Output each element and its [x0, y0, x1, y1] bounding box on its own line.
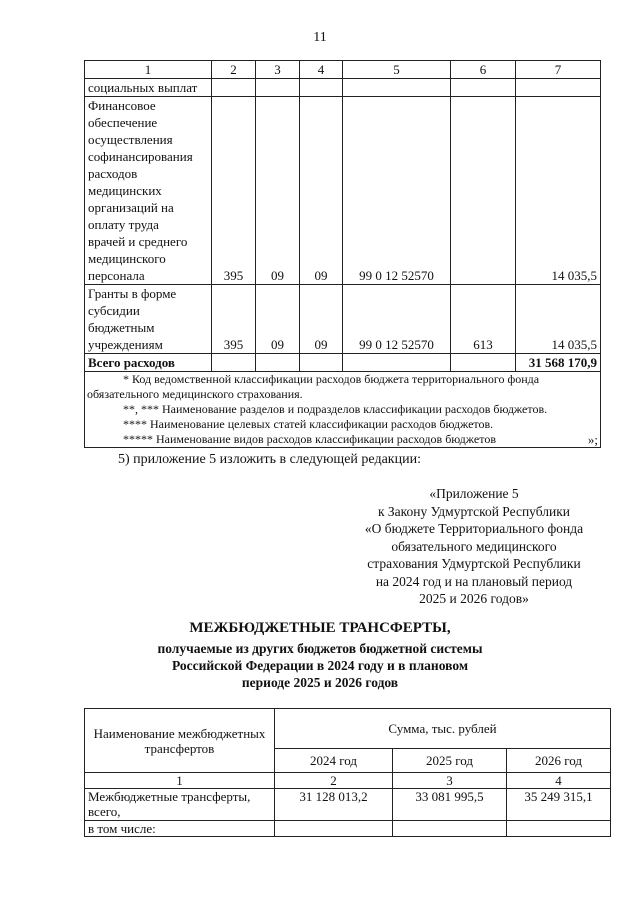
row-label-line: учреждениям: [88, 337, 163, 352]
value-2026: 35 249 315,1: [507, 789, 611, 821]
appendix-line: «О бюджете Территориального фонда: [364, 521, 584, 536]
value-2025: 33 081 995,5: [393, 789, 507, 821]
row-label-line: персонала: [88, 268, 145, 283]
target-item-cell: 99 0 12 52570: [343, 285, 451, 354]
value-2024: [275, 821, 393, 837]
row-label: [85, 79, 212, 97]
page-number: 11: [313, 30, 327, 45]
row-label: [85, 97, 212, 285]
row-label-line: расходов: [88, 166, 138, 181]
appendix-line: страхования Удмуртской Республики: [367, 556, 581, 571]
row-label-line: осуществления: [88, 132, 173, 147]
expense-type-cell: 613: [451, 285, 516, 354]
item-5-text: 5) приложение 5 изложить в следующей редакции:: [118, 452, 421, 467]
table-row: [85, 821, 611, 837]
footnote: **** Наименование целевых статей классификации расходов бюджетов.: [123, 417, 494, 431]
row-label-line: социальных выплат: [88, 80, 198, 95]
sum-header: Сумма, тыс. рублей: [275, 709, 611, 749]
subtitle-line: Российской Федерации в 2024 году и в плановом: [171, 658, 469, 673]
appendix-line: к Закону Удмуртской Республики: [377, 503, 571, 519]
transfers-table: [84, 708, 611, 837]
row-label-line: обеспечение: [88, 115, 158, 130]
total-row: [85, 354, 601, 372]
table1-header-row: [85, 61, 601, 79]
row-label-line: оплату труда: [88, 217, 159, 232]
closing-quote: »;: [587, 432, 598, 447]
expenses-table: [84, 60, 601, 448]
admin-code-cell: 395: [212, 97, 256, 285]
table2-header-row: [85, 709, 611, 749]
subsection-cell: 09: [300, 97, 343, 285]
section-subtitle: [0, 640, 640, 691]
table1-col-number: 2: [212, 61, 256, 79]
table2-colnum-row: [85, 773, 611, 789]
appendix-line: 2025 и 2026 годов»: [419, 591, 529, 606]
year-header: 2025 год: [393, 749, 507, 773]
row-label-line: медицинских: [88, 183, 162, 198]
row-label: [85, 285, 212, 354]
row-label-line: Гранты в форме: [88, 286, 177, 301]
total-value: 31 568 170,9: [516, 354, 601, 372]
row-label-line: врачей и среднего: [88, 234, 188, 249]
footnote: **, *** Наименование разделов и подразделов классификации расходов бюджетов.: [123, 402, 548, 416]
row-label-line: медицинского: [88, 251, 166, 266]
table2-col-number: 4: [507, 773, 611, 789]
footnotes: [85, 372, 601, 448]
row-label-line: бюджетным: [88, 320, 155, 335]
total-label: Всего расходов: [85, 354, 212, 372]
table2-col-number: 1: [85, 773, 275, 789]
table2-col-number: 2: [275, 773, 393, 789]
admin-code-cell: 395: [212, 285, 256, 354]
value-2026: [507, 821, 611, 837]
amount-cell: 14 035,5: [516, 285, 601, 354]
table1-col-number: 3: [256, 61, 300, 79]
name-header: Наименование межбюджетных трансфертов: [85, 709, 275, 773]
section-cell: [256, 79, 300, 97]
table1-col-number: 5: [343, 61, 451, 79]
footnote: * Код ведомственной классификации расходов бюджета территориального фонда: [123, 372, 540, 386]
section-title: МЕЖБЮДЖЕТНЫЕ ТРАНСФЕРТЫ,: [189, 620, 451, 636]
value-2025: [393, 821, 507, 837]
expense-type-cell: [451, 79, 516, 97]
row-label-line: софинансирования: [88, 149, 193, 164]
table1-col-number: 7: [516, 61, 601, 79]
footnotes-row: [85, 372, 601, 448]
target-item-cell: [343, 79, 451, 97]
footnote: ***** Наименование видов расходов классификации расходов бюджетов: [123, 432, 496, 446]
table1-col-number: 4: [300, 61, 343, 79]
year-header: 2024 год: [275, 749, 393, 773]
year-header: 2026 год: [507, 749, 611, 773]
transfer-name: Межбюджетные трансферты, всего,: [85, 789, 275, 821]
subsection-cell: [300, 79, 343, 97]
appendix-line: обязательного медицинского: [391, 538, 557, 554]
row-label-line: субсидии: [88, 303, 140, 318]
table-row: [85, 789, 611, 821]
section-cell: 09: [256, 97, 300, 285]
subsection-cell: 09: [300, 285, 343, 354]
footnote: обязательного медицинского страхования.: [87, 387, 303, 401]
table-row: [85, 79, 601, 97]
transfer-name: в том числе:: [85, 821, 275, 837]
subtitle-line: периоде 2025 и 2026 годов: [241, 675, 399, 690]
table1-col-number: 6: [451, 61, 516, 79]
table-row: [85, 97, 601, 285]
amount-cell: [516, 79, 601, 97]
section-cell: 09: [256, 285, 300, 354]
row-label-line: организаций на: [88, 200, 174, 215]
value-2024: 31 128 013,2: [275, 789, 393, 821]
row-label-line: Финансовое: [88, 98, 156, 113]
target-item-cell: 99 0 12 52570: [343, 97, 451, 285]
admin-code-cell: [212, 79, 256, 97]
subtitle-line: получаемые из других бюджетов бюджетной системы: [157, 641, 483, 656]
table2-col-number: 3: [393, 773, 507, 789]
table1-col-number: 1: [85, 61, 212, 79]
amount-cell: 14 035,5: [516, 97, 601, 285]
appendix-line: «Приложение 5: [429, 486, 519, 501]
expense-type-cell: [451, 97, 516, 285]
appendix-line: на 2024 год и на плановый период: [375, 573, 573, 589]
appendix-header: [340, 485, 608, 608]
table-row: [85, 285, 601, 354]
